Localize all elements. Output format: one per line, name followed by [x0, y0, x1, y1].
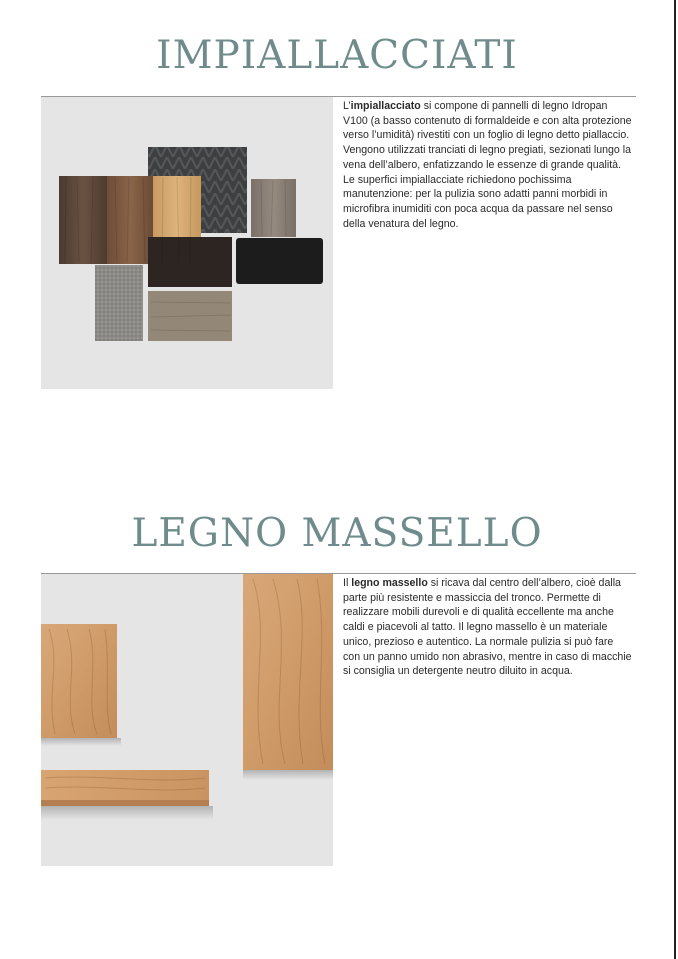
- description-prefix: L’: [343, 100, 351, 112]
- page-edge: [674, 0, 676, 959]
- plank-edge: [41, 800, 209, 806]
- section-description-legno-massello: [343, 576, 633, 679]
- description-keyword: impiallacciato: [350, 100, 421, 112]
- veneer-samples-illustration: [41, 97, 333, 389]
- solid-wood-image: [41, 574, 333, 866]
- solid-wood-panel-right: [243, 574, 333, 770]
- panel-shadow: [41, 738, 121, 746]
- description-body: si compone di pannelli di legno Idropan V100 (a basso contenuto di formaldeide e con alta protezione verso l’umidità) rivestiti con un foglio di legno detto piallaccio. Vengono utilizzati tranciati di legno pregiati, sezionati lungo la vena dell’albero, enfatizzando le essenze di grande qualità. Le superfici impiallacciate richiedono pochissima manutenzione: per la pulizia sono adatti panni morbidi in microfibra inumiditi con poca acqua da passare nel senso della venatura del legno.: [343, 100, 632, 230]
- section-title-impiallacciati: IMPIALLACCIATI: [156, 33, 518, 78]
- swatch-grey-oak: [251, 179, 296, 237]
- swatch-black-matte: [236, 238, 323, 284]
- plank-shadow: [41, 806, 213, 820]
- veneer-samples-image: [41, 97, 333, 389]
- swatch-textured-grey: [95, 265, 143, 341]
- section-description-impiallacciati: [343, 99, 633, 231]
- description-body: si ricava dal centro dell’albero, cioè dalla parte più resistente e massiccia del tronco. Permette di realizzare mobili durevoli e di qualità eccellente ma anche caldi e piacevoli al tatto. Il legno massello è un materiale unico, prezioso e autentico. La normale pulizia si può fare con un panno umido non abrasivo, mentre in caso di macchie si consiglia un detergente neutro diluito in acqua.: [343, 577, 632, 678]
- swatch-walnut: [107, 176, 154, 264]
- description-keyword: legno massello: [351, 577, 428, 589]
- panel-shadow: [243, 770, 333, 780]
- solid-wood-illustration: [41, 574, 333, 866]
- description-prefix: Il: [343, 577, 352, 589]
- section-title-legno-massello: LEGNO MASSELLO: [131, 511, 543, 556]
